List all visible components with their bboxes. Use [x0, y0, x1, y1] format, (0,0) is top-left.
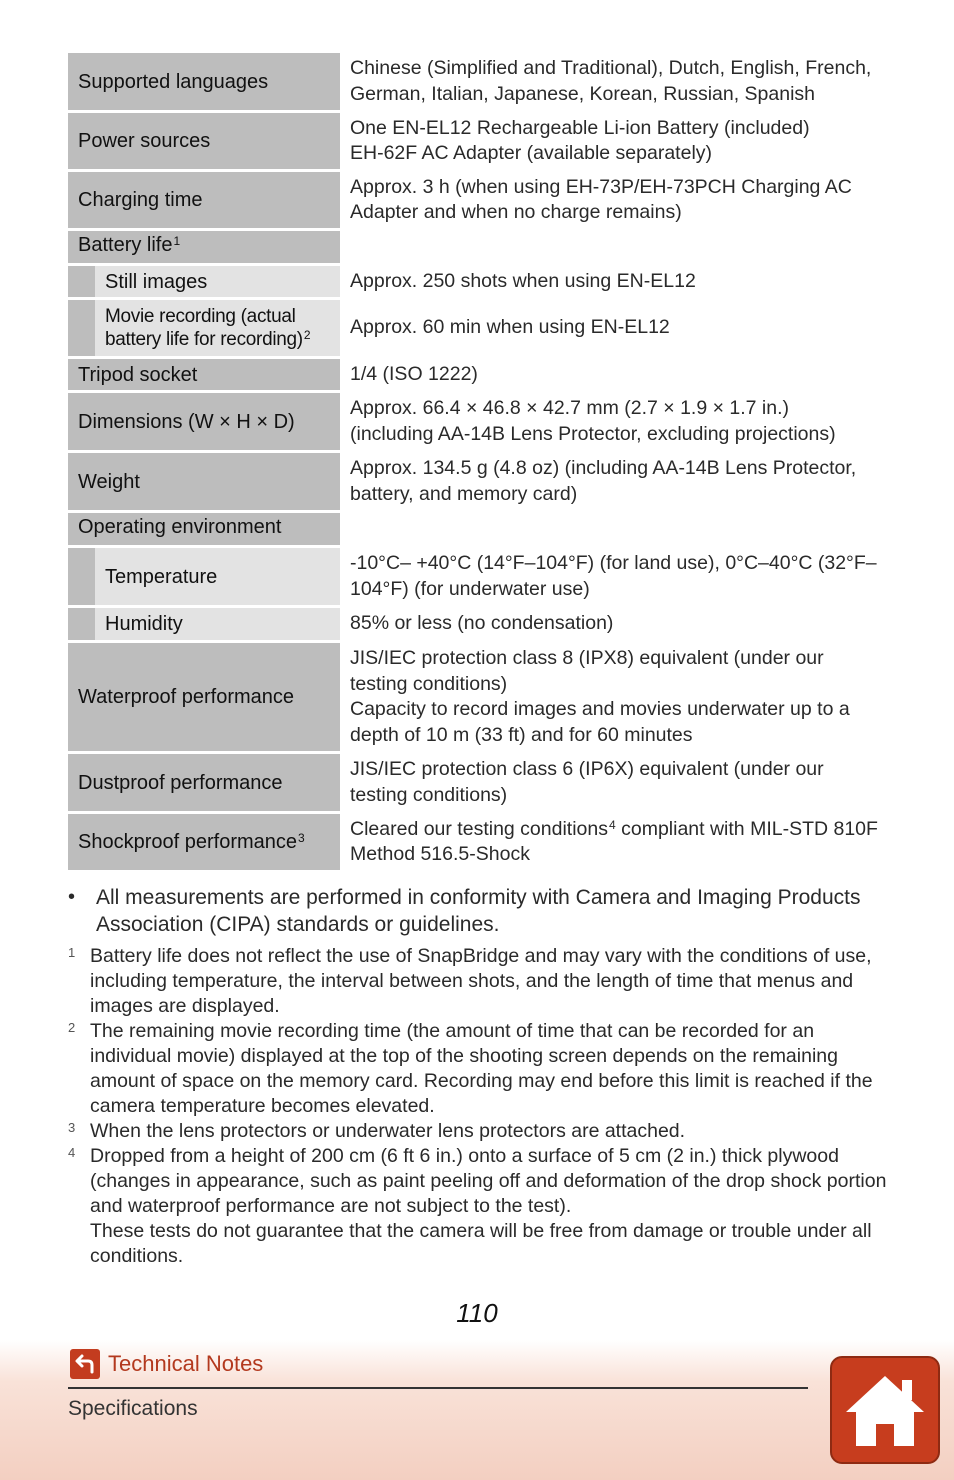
spec-value-line: One EN-EL12 Rechargeable Li-ion Battery (included)	[350, 116, 810, 139]
spec-row-dustproof	[68, 754, 888, 811]
spec-sublabel	[95, 300, 340, 356]
home-button[interactable]	[830, 1356, 940, 1464]
spec-subrow-still-images	[68, 266, 888, 297]
footer-divider	[68, 1387, 808, 1389]
spec-value-line: (including AA-14B Lens Protector, excluding projections)	[350, 422, 836, 445]
spec-sublabel: Humidity	[95, 608, 340, 640]
spec-sublabel: Still images	[95, 266, 340, 297]
spec-label-text: Battery life	[78, 234, 173, 256]
footnote-ref: 1	[173, 234, 181, 248]
spec-subrow-humidity	[68, 608, 888, 640]
spec-row-supported-languages	[68, 53, 888, 110]
footnote	[68, 1144, 888, 1269]
spec-row-weight	[68, 453, 888, 510]
spec-label: Charging time	[68, 172, 340, 228]
spec-subrow-temperature	[68, 548, 888, 605]
spec-value	[340, 643, 888, 751]
footnote-number: 4	[68, 1145, 76, 1160]
spec-label: Waterproof performance	[68, 643, 340, 751]
spec-value: Chinese (Simplified and Traditional), Dutch, English, French, German, Italian, Japanese, Korean, Russian, Spanish	[350, 57, 872, 105]
spec-value-line: JIS/IEC protection class 8 (IPX8) equivalent (under our testing conditions)	[350, 647, 824, 695]
home-icon	[842, 1370, 928, 1450]
spec-row-operating-environment	[68, 513, 888, 545]
spec-label	[68, 814, 340, 870]
spec-label: Dimensions (W × H × D)	[68, 393, 340, 450]
spec-row-shockproof	[68, 814, 888, 870]
spec-label: Power sources	[68, 113, 340, 169]
spec-label: Supported languages	[68, 53, 340, 110]
spec-value: 85% or less (no condensation)	[350, 612, 614, 635]
spec-value-text: compliant with MIL-STD 810F Method 516.5-Shock	[350, 817, 878, 865]
spec-value: Approx. 3 h (when using EH-73P/EH-73PCH Charging AC Adapter and when no charge remains)	[350, 175, 852, 223]
footnote-text: These tests do not guarantee that the camera will be free from damage or trouble under all conditions.	[90, 1220, 872, 1267]
footnote-text: The remaining movie recording time (the amount of time that can be recorded for an individual movie) displayed at the top of the shooting screen depends on the remaining amount of space on the memory card. Recording may end before this limit is reached if the camera temperature becomes elevated.	[90, 1020, 873, 1117]
spec-label: Operating environment	[68, 513, 340, 545]
spec-value-line: EH-62F AC Adapter (available separately)	[350, 142, 713, 164]
specifications-table	[68, 53, 888, 873]
spec-label: Dustproof performance	[68, 754, 340, 811]
spec-row-power-sources	[68, 113, 888, 169]
footnote-text: Battery life does not reflect the use of SnapBridge and may vary with the conditions of use, including temperature, the interval between shots, and the length of time that menus and images are displayed.	[90, 945, 872, 1017]
spec-value: -10°C– +40°C (14°F–104°F) (for land use), 0°C–40°C (32°F–104°F) (for underwater use)	[350, 552, 877, 600]
footnote-text: When the lens protectors or underwater lens protectors are attached.	[90, 1120, 686, 1142]
spec-value: Approx. 60 min when using EN-EL12	[350, 316, 670, 339]
spec-row-dimensions	[68, 393, 888, 450]
footnote-text: Dropped from a height of 200 cm (6 ft 6 in.) onto a surface of 5 cm (2 in.) thick plywood (changes in appearance, such as paint peeling off and deformation of the drop shock portion and waterproof performance are not subject to the test).	[90, 1145, 887, 1217]
bullet-note	[68, 884, 888, 938]
spec-value-text: Cleared our testing conditions	[350, 817, 608, 840]
footnote-ref: 4	[609, 817, 616, 832]
spec-row-charging-time	[68, 172, 888, 228]
spec-label: Tripod socket	[68, 359, 340, 390]
technical-notes-link[interactable]	[70, 1349, 263, 1379]
page-number: 110	[456, 1298, 498, 1328]
footnote-number: 3	[68, 1120, 76, 1135]
footnote-ref: 3	[298, 831, 305, 845]
footnote	[68, 1119, 888, 1144]
spec-label	[68, 231, 340, 263]
footnote-ref: 2	[303, 328, 311, 342]
spec-value: 1/4 (ISO 1222)	[350, 362, 478, 385]
footnote	[68, 944, 888, 1019]
spec-value	[340, 814, 888, 870]
footnote-number: 1	[68, 945, 76, 960]
spec-subrow-movie-recording	[68, 300, 888, 356]
spec-row-tripod-socket	[68, 359, 888, 390]
technical-notes-label[interactable]: Technical Notes	[108, 1351, 264, 1376]
footnote-number: 2	[68, 1020, 76, 1035]
spec-sublabel: Temperature	[95, 548, 340, 605]
notes-section	[68, 884, 888, 1269]
spec-row-waterproof	[68, 643, 888, 751]
section-subtitle: Specifications	[68, 1397, 198, 1420]
spec-value: Approx. 134.5 g (4.8 oz) (including AA-14B Lens Protector, battery, and memory card)	[350, 457, 857, 505]
spec-value: JIS/IEC protection class 6 (IP6X) equivalent (under our testing conditions)	[350, 758, 824, 806]
back-arrow-icon[interactable]	[70, 1349, 100, 1379]
spec-label: Weight	[68, 453, 340, 510]
bullet-icon: •	[68, 886, 76, 908]
bullet-text: All measurements are performed in conformity with Camera and Imaging Products Association (CIPA) standards or guidelines.	[96, 886, 861, 936]
spec-value-line: Approx. 66.4 × 46.8 × 42.7 mm (2.7 × 1.9 × 1.7 in.)	[350, 397, 790, 419]
footnote	[68, 1019, 888, 1119]
spec-label-text: Shockproof performance	[78, 831, 298, 853]
spec-value-line: Capacity to record images and movies underwater up to a depth of 10 m (33 ft) and for 60 minutes	[350, 698, 850, 746]
spec-value: Approx. 250 shots when using EN-EL12	[350, 269, 696, 292]
spec-row-battery-life	[68, 231, 888, 263]
spec-value	[340, 393, 888, 450]
spec-sublabel-text: Movie recording (actual battery life for recording)	[105, 306, 303, 350]
spec-value	[340, 113, 888, 169]
